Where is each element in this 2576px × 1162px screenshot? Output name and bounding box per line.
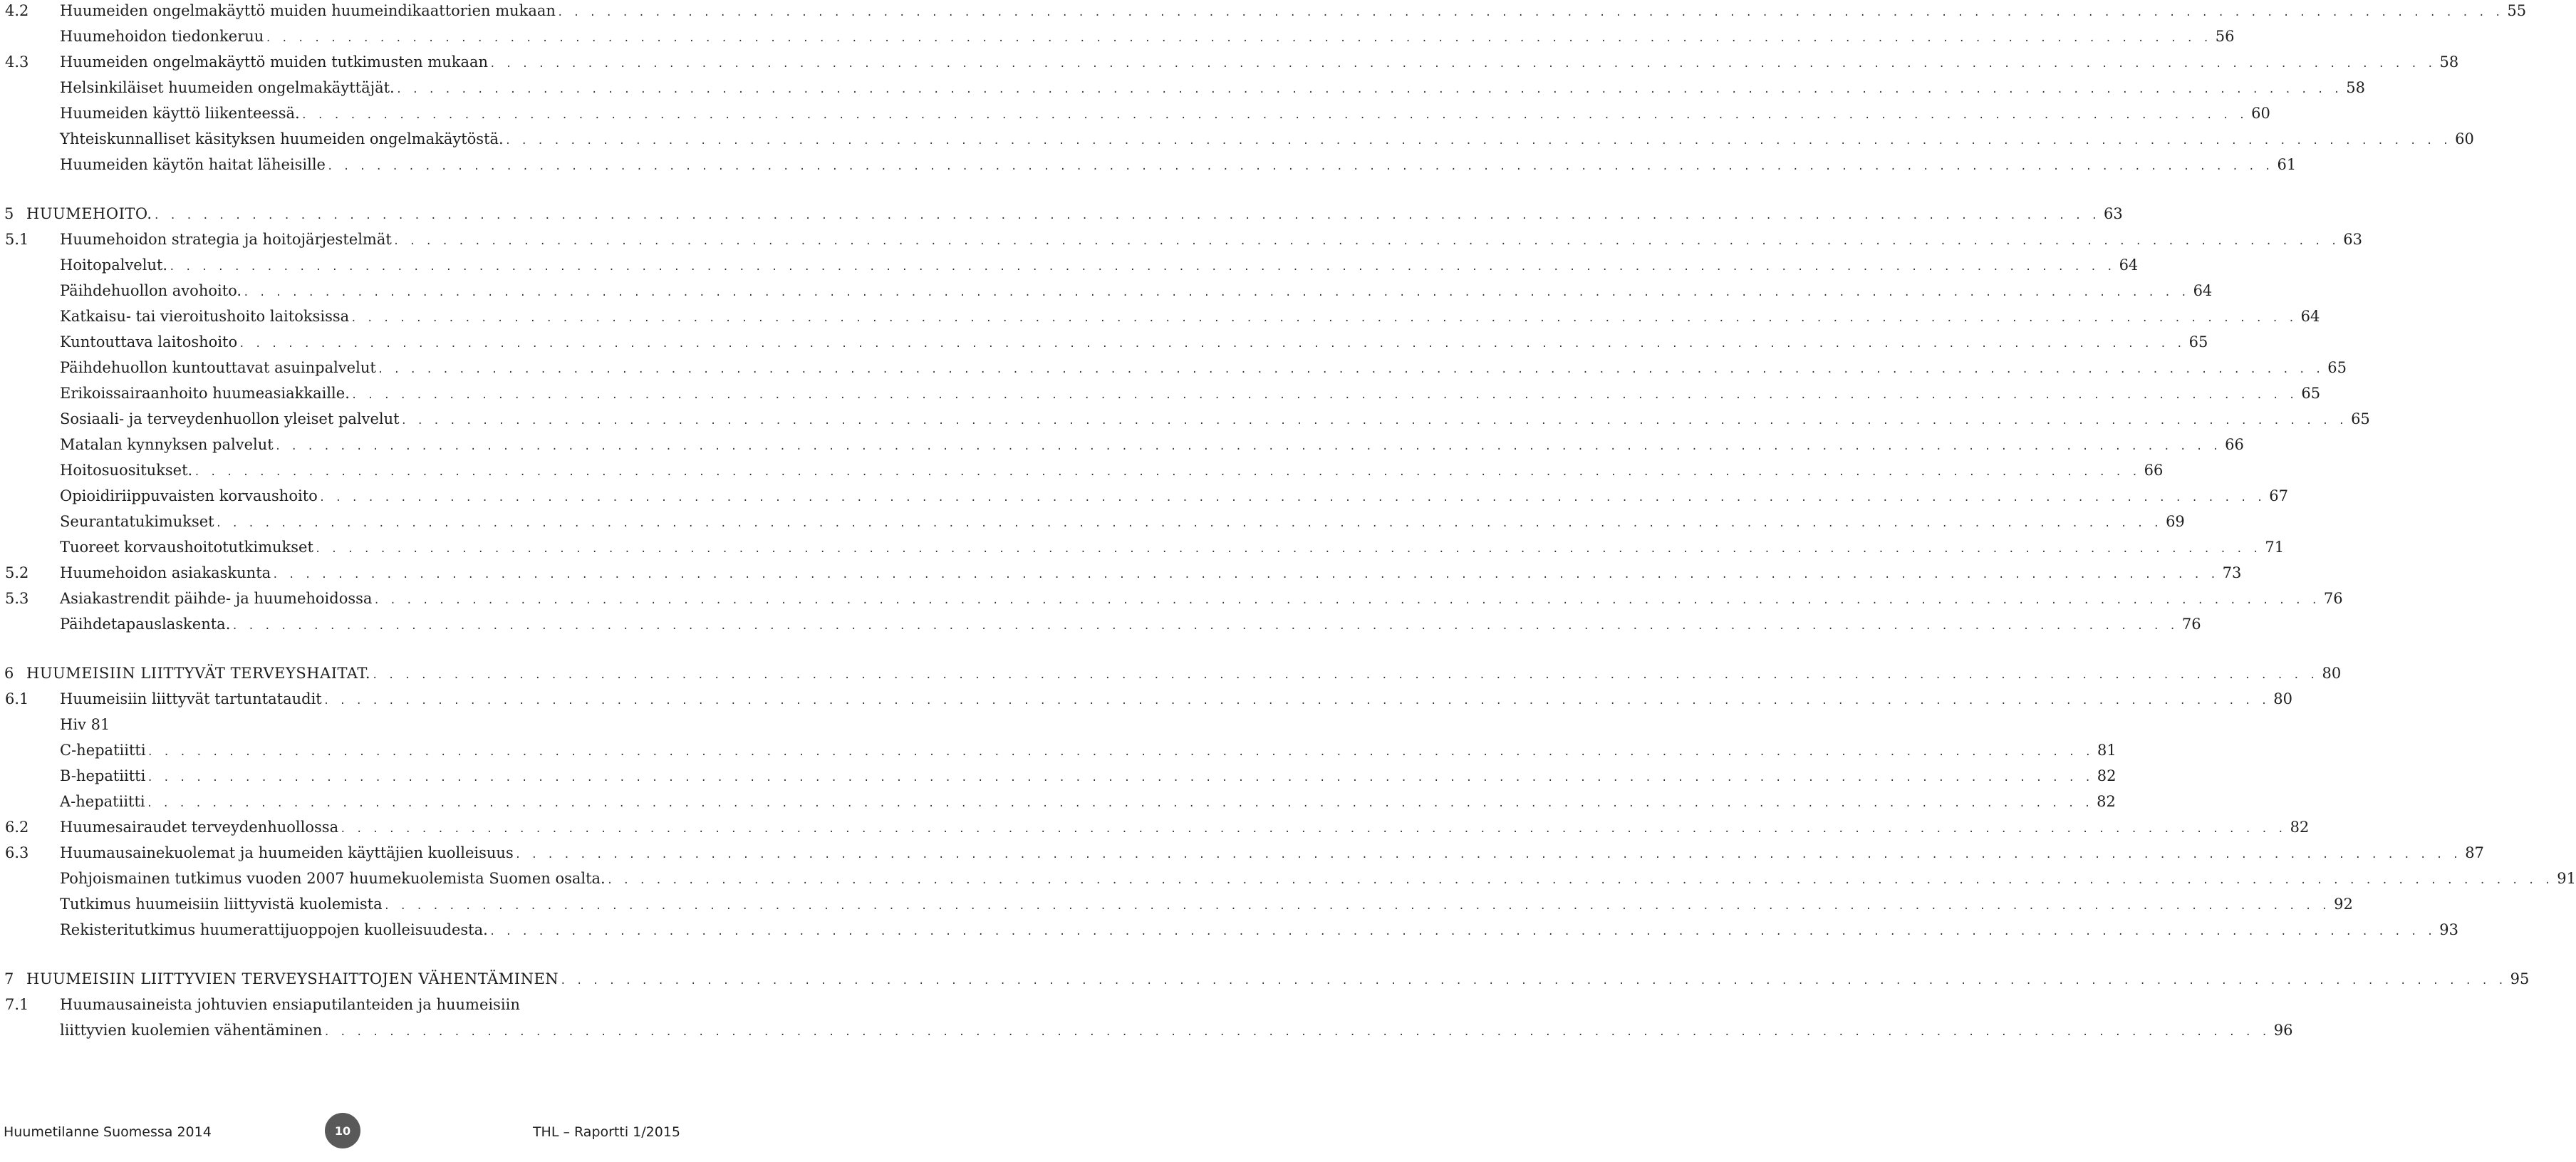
toc-entry-title: Hoitosuositukset. (60, 462, 193, 479)
toc-chapter-entry[interactable] (0, 966, 2530, 992)
dot-leader: . . . . . . . . . . . . . . . . . . . . . . . . . . . . . . . . . . . . . . . . . . . . . . . . . . . . . . . . . . . . . . . . . . . . . . . . . . . . . . . . . . . . . . . . . . . . . . . . . . . . . . . . . . . . . . . . . . . . . . . . (377, 364, 2324, 375)
toc-entry[interactable] (0, 100, 2270, 126)
toc-entry-title: liittyvien kuolemien vähentäminen (60, 1022, 323, 1039)
toc-entry-page: 80 (2322, 665, 2342, 682)
toc-chapter-entry[interactable] (0, 660, 2342, 686)
toc-entry-page: 82 (2290, 819, 2310, 836)
toc-entry-number: 4.2 (5, 2, 29, 19)
dot-leader: . . . . . . . . . . . . . . . . . . . . . . . . . . . . . . . . . . . . . . . . . . . . . . . . . . . . . . . . . . . . . . . . . . . . . . . . . . . . . . . . . . . . . . . . . . . . . . . . . . . . . . . . . . . . . . . . . . . . . . . . (395, 84, 2342, 95)
toc-entry-page: 64 (2119, 256, 2139, 274)
toc-entry-number: 4.3 (5, 53, 29, 71)
toc-entry-page: 55 (2507, 2, 2527, 19)
toc-entry[interactable] (0, 586, 2343, 611)
dot-leader: . . . . . . . . . . . . . . . . . . . . . . . . . . . . . . . . . . . . . . . . . . . . . . . . . . . . . . . . . . . . . . . . . . . . . . . . . . . . . . . . . . . . . . . . . . . . . . . . . . . . . . . . . . . . . . . . . . . . . . . . (239, 338, 2185, 350)
toc-entry[interactable] (0, 763, 2117, 789)
toc-entry[interactable] (0, 329, 2208, 355)
toc-entry-page: 66 (2144, 462, 2164, 479)
page-number-badge: 10 (325, 1113, 360, 1148)
toc-entry-title: Sosiaali- ja terveydenhuollon yleiset palvelut (60, 410, 400, 427)
toc-entry-page: 93 (2439, 921, 2459, 938)
toc-entry[interactable] (0, 227, 2362, 252)
toc-entry-title: Katkaisu- tai vieroitushoito laitoksissa (60, 308, 350, 325)
toc-entry-line (26, 201, 2123, 227)
toc-entry-line (60, 152, 2297, 177)
toc-entry-line (60, 0, 2527, 24)
toc-entry-title: Huumehoidon tiedonkeruu (60, 28, 264, 45)
toc-entry-title: A-hepatiitti (60, 793, 145, 810)
toc-entry-page: 66 (2225, 436, 2244, 453)
toc-entry-line (60, 24, 2235, 49)
toc-entry-page: 63 (2343, 231, 2362, 248)
toc-entry-line (60, 380, 2321, 406)
toc-entry-line (60, 355, 2347, 380)
dot-leader: . . . . . . . . . . . . . . . . . . . . . . . . . . . . . . . . . . . . . . . . . . . . . . . . . . . . . . . . . . . . . . . . . . . . . . . . . . . . . . . . . . . . . . . . . . . . . . . . . . . . . . . . . . . . . . . . . . . . . . . . (194, 467, 2140, 478)
toc-entry-line (60, 686, 2292, 712)
toc-entry-number: 6.2 (5, 819, 29, 836)
toc-entry-page: 81 (2097, 742, 2117, 759)
dot-leader: . . . . . . . . . . . . . . . . . . . . . . . . . . . . . . . . . . . . . . . . . . . . . . . . . . . . . . . . . . . . . . . . . . . . . . . . . . . . . . . . . . . . . . . . . . . . . . . . . . . . . . . . . . . . . . . . . . . . . . . . (265, 33, 2211, 44)
toc-entry-line (60, 866, 2576, 891)
toc-entry-line (60, 611, 2201, 637)
toc-entry-line (60, 891, 2353, 917)
dot-leader: . . . . . . . . . . . . . . . . . . . . . . . . . . . . . . . . . . . . . . . . . . . . . . . . . . . . . . . . . . . . . . . . . . . . . . . . . . . . . . . . . . . . . . . . . . . . . . . . . . . . . . . . . . . . . . . . . . . . . . . . (606, 875, 2553, 886)
dot-leader: . . . . . . . . . . . . . . . . . . . . . . . . . . . . . . . . . . . . . . . . . . . . . . . . . . . . . . . . . . . . . . . . . . . . . . . . . . . . . . . . . . . . . . . . . . . . . . . . . . . . . . . . . . . . . . . . . . . . . . . . (323, 1027, 2270, 1038)
toc-entry-line (60, 737, 2117, 763)
toc-entry-page: 96 (2273, 1022, 2293, 1039)
toc-entry-title: Rekisteritutkimus huumerattijuoppojen kuolleisuudesta. (60, 921, 488, 938)
dot-leader: . . . . . . . . . . . . . . . . . . . . . . . . . . . . . . . . . . . . . . . . . . . . . . . . . . . . . . . . . . . . . . . . . . . . . . . . . . . . . . . . . . . . . . . . . . . . . . . . . . . . . . . . . . . . . . . . . . . . . . . . (400, 415, 2347, 427)
dot-leader: . . . . . . . . . . . . . . . . . . . . . . . . . . . . . . . . . . . . . . . . . . . . . . . . . . . . . . . . . . . . . . . . . . . . . . . . . . . . . . . . . . . . . . . . . . . . . . . . . . . . . . . . . . . . . . . . . . . . . . . . (147, 747, 2094, 758)
toc-entry-page: 87 (2465, 844, 2484, 861)
toc-entry-line (60, 763, 2117, 789)
dot-leader: . . . . . . . . . . . . . . . . . . . . . . . . . . . . . . . . . . . . . . . . . . . . . . . . . . . . . . . . . . . . . . . . . . . . . . . . . . . . . . . . . . . . . . . . . . . . . . . . . . . . . . . . . . . . . . . . . . . . . . . . (215, 518, 2162, 529)
dot-leader: . . . . . . . . . . . . . . . . . . . . . . . . . . . . . . . . . . . . . . . . . . . . . . . . . . . . . . . . . . . . . . . . . . . . . . . . . . . . . . . . . . . . . . . . . . . . . . . . . . . . . . . . . . . . . . . . . . . . . . . . (232, 621, 2178, 632)
toc-entry-title: Päihdehuollon avohoito. (60, 282, 242, 299)
toc-entry[interactable] (0, 891, 2353, 917)
toc-entry[interactable] (0, 252, 2139, 278)
toc-entry[interactable] (0, 560, 2242, 586)
dot-leader: . . . . . . . . . . . . . . . . . . . . . . . . . . . . . . . . . . . . . . . . . . . . . . . . . . . . . . . . . . . . . . . . . . . . . . . . . . . . . . . . . . . . . . . . . . . . . . . . . . . . . . . . . . . . . . . . . . . . . . . . (147, 772, 2093, 784)
toc-entry-line (60, 992, 520, 1017)
toc-entry-number: 6 (4, 665, 14, 682)
toc-entry[interactable] (0, 866, 2576, 891)
toc-entry[interactable] (0, 126, 2474, 152)
toc-entry-line (60, 457, 2164, 483)
toc-entry[interactable] (0, 304, 2320, 329)
toc-entry-line (60, 509, 2185, 534)
toc-entry[interactable] (0, 24, 2235, 49)
toc-entry[interactable] (0, 737, 2117, 763)
dot-leader: . . . . . . . . . . . . . . . . . . . . . . . . . . . . . . . . . . . . . . . . . . . . . . . . . . . . . . . . . . . . . . . . . . . . . . . . . . . . . . . . . . . . . . . . . . . . . . . . . . . . . . . . . . . . . . . . . . . . . . . . (274, 441, 2221, 452)
toc-entry-number: 7.1 (5, 996, 29, 1013)
toc-entry-number: 5 (4, 205, 14, 222)
footer-report-id: THL – Raportti 1/2015 (532, 1124, 680, 1140)
toc-entry-page: 65 (2301, 385, 2321, 402)
section-spacer (0, 943, 684, 966)
footer-publication-title: Huumetilanne Suomessa 2014 (4, 1124, 212, 1140)
toc-entry-line (60, 304, 2320, 329)
toc-entry-page: 58 (2346, 79, 2365, 96)
toc-entry-page: 65 (2351, 410, 2370, 427)
dot-leader: . . . . . . . . . . . . . . . . . . . . . . . . . . . . . . . . . . . . . . . . . . . . . . . . . . . . . . . . . . . . . . . . . . . . . . . . . . . . . . . . . . . . . . . . . . . . . . . . . . . . . . . . . . . . . . . . . . . . . . . . (489, 926, 2436, 938)
toc-entry-title: Päihdehuollon kuntouttavat asuinpalvelut (60, 359, 376, 376)
toc-entry-page: 95 (2510, 970, 2530, 987)
toc-entry[interactable] (0, 917, 2459, 943)
toc-entry-page: 73 (2222, 564, 2242, 581)
toc-entry-title: Seurantatukimukset (60, 513, 214, 530)
toc-entry-title: Huumesairaudet terveydenhuollossa (60, 819, 339, 836)
toc-entry[interactable] (0, 278, 2213, 304)
toc-entry[interactable] (0, 789, 2116, 814)
toc-entry[interactable] (0, 1017, 2293, 1043)
toc-entry[interactable] (0, 380, 2321, 406)
toc-entry-title: Huumeiden ongelmakäyttö muiden huumeindikaattorien mukaan (60, 2, 556, 19)
toc-entry-line (60, 406, 2370, 432)
toc-entry-page: 63 (2104, 205, 2123, 222)
toc-entry-title: Yhteiskunnalliset käsityksen huumeiden ongelmakäytöstä. (60, 130, 504, 147)
toc-entry-title: Huumehoidon asiakaskunta (60, 564, 271, 581)
toc-entry-title: Huumeiden käytön haitat läheisille (60, 156, 326, 173)
toc-entry[interactable] (0, 0, 2527, 24)
toc-entry-title: Asiakastrendit päihde- ja huumehoidossa (60, 590, 373, 607)
toc-entry-page: 82 (2097, 793, 2116, 810)
dot-leader: . . . . . . . . . . . . . . . . . . . . . . . . . . . . . . . . . . . . . . . . . . . . . . . . . . . . . . . . . . . . . . . . . . . . . . . . . . . . . . . . . . . . . . . . . . . . . . . . . . . . . . . . . . . . . . . . . . . . . . . . (504, 135, 2451, 147)
toc-entry-line (60, 840, 2484, 866)
dot-leader: . . . . . . . . . . . . . . . . . . . . . . . . . . . . . . . . . . . . . . . . . . . . . . . . . . . . . . . . . . . . . . . . . . . . . . . . . . . . . . . . . . . . . . . . . . . . . . . . . . . . . . . . . . . . . . . . . . . . . . . . (393, 236, 2339, 247)
toc-entry-title: C-hepatiitti (60, 742, 146, 759)
toc-entry-page: 61 (2277, 156, 2297, 173)
page-footer (0, 1109, 684, 1151)
toc-entry-page: 65 (2327, 359, 2347, 376)
toc-entry-title: B-hepatiitti (60, 767, 146, 784)
toc-entry-title: Hiv 81 (60, 716, 110, 733)
dot-leader: . . . . . . . . . . . . . . . . . . . . . . . . . . . . . . . . . . . . . . . . . . . . . . . . . . . . . . . . . . . . . . . . . . . . . . . . . . . . . . . . . . . . . . . . . . . . . . . . . . . . . . . . . . . . . . . . . . . . . . . . (146, 798, 2093, 809)
toc-chapter-entry[interactable] (0, 201, 2123, 227)
toc-entry-title: Huumeiden ongelmakäyttö muiden tutkimusten mukaan (60, 53, 489, 71)
toc-entry-title: Helsinkiläiset huumeiden ongelmakäyttäjät. (60, 79, 395, 96)
dot-leader: . . . . . . . . . . . . . . . . . . . . . . . . . . . . . . . . . . . . . . . . . . . . . . . . . . . . . . . . . . . . . . . . . . . . . . . . . . . . . . . . . . . . . . . . . . . . . . . . . . . . . . . . . . . . . . . . . . . . . . . . (153, 210, 2100, 222)
dot-leader: . . . . . . . . . . . . . . . . . . . . . . . . . . . . . . . . . . . . . . . . . . . . . . . . . . . . . . . . . . . . . . . . . . . . . . . . . . . . . . . . . . . . . . . . . . . . . . . . . . . . . . . . . . . . . . . . . . . . . . . . (350, 313, 2297, 324)
toc-entry-page: 67 (2269, 487, 2288, 504)
toc-entry-line (60, 560, 2242, 586)
toc-entry-page: 71 (2265, 539, 2285, 556)
toc-entry-number: 5.3 (5, 590, 29, 607)
section-spacer (0, 637, 684, 660)
toc-entry-line (60, 483, 2288, 509)
toc-entry-line (60, 75, 2365, 100)
toc-entry-title: Huumausaineista johtuvien ensiaputilanteiden ja huumeisiin (60, 996, 520, 1013)
toc-entry-page: 91 (2557, 870, 2576, 887)
dot-leader: . . . . . . . . . . . . . . . . . . . . . . . . . . . . . . . . . . . . . . . . . . . . . . . . . . . . . . . . . . . . . . . . . . . . . . . . . . . . . . . . . . . . . . . . . . . . . . . . . . . . . . . . . . . . . . . . . . . . . . . . (373, 595, 2320, 606)
toc-entry-page: 80 (2273, 690, 2292, 707)
toc-entry-line (60, 329, 2208, 355)
dot-leader: . . . . . . . . . . . . . . . . . . . . . . . . . . . . . . . . . . . . . . . . . . . . . . . . . . . . . . . . . . . . . . . . . . . . . . . . . . . . . . . . . . . . . . . . . . . . . . . . . . . . . . . . . . . . . . . . . . . . . . . . (326, 161, 2273, 172)
toc-entry[interactable] (0, 49, 2459, 75)
toc-entry[interactable] (0, 75, 2365, 100)
dot-leader: . . . . . . . . . . . . . . . . . . . . . . . . . . . . . . . . . . . . . . . . . . . . . . . . . . . . . . . . . . . . . . . . . . . . . . . . . . . . . . . . . . . . . . . . . . . . . . . . . . . . . . . . . . . . . . . . . . . . . . . . (169, 261, 2115, 273)
toc-entry[interactable] (0, 712, 684, 737)
dot-leader: . . . . . . . . . . . . . . . . . . . . . . . . . . . . . . . . . . . . . . . . . . . . . . . . . . . . . . . . . . . . . . . . . . . . . . . . . . . . . . . . . . . . . . . . . . . . . . . . . . . . . . . . . . . . . . . . . . . . . . . . (243, 287, 2189, 299)
toc-entry-page: 76 (2181, 616, 2201, 633)
toc-entry-line (60, 814, 2310, 840)
toc-entry[interactable] (0, 534, 2285, 560)
toc-entry-title: HUUMEHOITO. (26, 205, 152, 222)
toc-entry-title: Matalan kynnyksen palvelut (60, 436, 274, 453)
dot-leader: . . . . . . . . . . . . . . . . . . . . . . . . . . . . . . . . . . . . . . . . . . . . . . . . . . . . . . . . . . . . . . . . . . . . . . . . . . . . . . . . . . . . . . . . . . . . . . . . . . . . . . . . . . . . . . . . . . . . . . . . (340, 824, 2286, 835)
toc-entry-page: 65 (2188, 333, 2208, 351)
toc-entry-page: 60 (2455, 130, 2474, 147)
toc-entry-title: Huumeiden käyttö liikenteessä. (60, 105, 300, 122)
dot-leader: . . . . . . . . . . . . . . . . . . . . . . . . . . . . . . . . . . . . . . . . . . . . . . . . . . . . . . . . . . . . . . . . . . . . . . . . . . . . . . . . . . . . . . . . . . . . . . . . . . . . . . . . . . . . . . . . . . . . . . . . (514, 849, 2461, 861)
toc-entry-title: Pohjoismainen tutkimus vuoden 2007 huumekuolemista Suomen osalta. (60, 870, 606, 887)
toc-entry-page: 58 (2439, 53, 2459, 71)
toc-entry-number: 6.1 (5, 690, 29, 707)
toc-entry-page: 60 (2251, 105, 2270, 122)
dot-leader: . . . . . . . . . . . . . . . . . . . . . . . . . . . . . . . . . . . . . . . . . . . . . . . . . . . . . . . . . . . . . . . . . . . . . . . . . . . . . . . . . . . . . . . . . . . . . . . . . . . . . . . . . . . . . . . . . . . . . . . . (350, 390, 2297, 401)
toc-entry[interactable] (0, 509, 2185, 534)
toc-entry[interactable] (0, 483, 2288, 509)
toc-entry-title: Tutkimus huumeisiin liittyvistä kuolemista (60, 896, 383, 913)
toc-entry[interactable] (0, 814, 2310, 840)
toc-entry-title: HUUMEISIIN LIITTYVÄT TERVEYSHAITAT. (26, 665, 370, 682)
toc-entry-page: 82 (2097, 767, 2117, 784)
toc-entry-page: 64 (2300, 308, 2320, 325)
toc-entry[interactable] (0, 152, 2297, 177)
toc-entry-page: 56 (2215, 28, 2235, 45)
toc-entry-page: 92 (2334, 896, 2353, 913)
toc-entry[interactable] (0, 457, 2164, 483)
toc-entry-line (60, 1017, 2293, 1043)
toc-entry-title: Huumausainekuolemat ja huumeiden käyttäjien kuolleisuus (60, 844, 514, 861)
toc-entry-line (60, 586, 2343, 611)
toc-entry-line (60, 100, 2270, 126)
toc-entry-number: 6.3 (5, 844, 29, 861)
toc-entry-page: 64 (2193, 282, 2213, 299)
dot-leader: . . . . . . . . . . . . . . . . . . . . . . . . . . . . . . . . . . . . . . . . . . . . . . . . . . . . . . . . . . . . . . . . . . . . . . . . . . . . . . . . . . . . . . . . . . . . . . . . . . . . . . . . . . . . . . . . . . . . . . . . (314, 544, 2261, 555)
toc-entry-line (60, 49, 2459, 75)
toc-entry-line (60, 252, 2139, 278)
toc-entry-line (26, 966, 2530, 992)
toc-entry-line (26, 660, 2342, 686)
toc-entry-title: Erikoissairaanhoito huumeasiakkaille. (60, 385, 350, 402)
toc-entry[interactable] (0, 611, 2201, 637)
section-spacer (0, 177, 684, 201)
toc-entry-line (60, 432, 2244, 457)
dot-leader: . . . . . . . . . . . . . . . . . . . . . . . . . . . . . . . . . . . . . . . . . . . . . . . . . . . . . . . . . . . . . . . . . . . . . . . . . . . . . . . . . . . . . . . . . . . . . . . . . . . . . . . . . . . . . . . . . . . . . . . . (272, 569, 2218, 581)
toc-entry-line (60, 278, 2213, 304)
toc-entry-title: Huumeisiin liittyvät tartuntataudit (60, 690, 322, 707)
toc-entry[interactable] (0, 406, 2370, 432)
toc-entry[interactable] (0, 686, 2292, 712)
toc-entry-page: 76 (2323, 590, 2343, 607)
dot-leader: . . . . . . . . . . . . . . . . . . . . . . . . . . . . . . . . . . . . . . . . . . . . . . . . . . . . . . . . . . . . . . . . . . . . . . . . . . . . . . . . . . . . . . . . . . . . . . . . . . . . . . . . . . . . . . . . . . . . . . . . (318, 492, 2265, 504)
toc-entry[interactable] (0, 992, 684, 1017)
dot-leader: . . . . . . . . . . . . . . . . . . . . . . . . . . . . . . . . . . . . . . . . . . . . . . . . . . . . . . . . . . . . . . . . . . . . . . . . . . . . . . . . . . . . . . . . . . . . . . . . . . . . . . . . . . . . . . . . . . . . . . . . (372, 670, 2318, 681)
toc-entry-title: Hoitopalvelut. (60, 256, 168, 274)
dot-leader: . . . . . . . . . . . . . . . . . . . . . . . . . . . . . . . . . . . . . . . . . . . . . . . . . . . . . . . . . . . . . . . . . . . . . . . . . . . . . . . . . . . . . . . . . . . . . . . . . . . . . . . . . . . . . . . . . . . . . . . . (560, 975, 2506, 987)
toc-entry-line (60, 917, 2459, 943)
toc-entry[interactable] (0, 355, 2347, 380)
toc-entry-title: Tuoreet korvaushoitotutkimukset (60, 539, 313, 556)
toc-entry-number: 5.1 (5, 231, 29, 248)
toc-entry-line (60, 534, 2285, 560)
toc-entry-number: 5.2 (5, 564, 29, 581)
dot-leader: . . . . . . . . . . . . . . . . . . . . . . . . . . . . . . . . . . . . . . . . . . . . . . . . . . . . . . . . . . . . . . . . . . . . . . . . . . . . . . . . . . . . . . . . . . . . . . . . . . . . . . . . . . . . . . . . . . . . . . . . (301, 110, 2248, 121)
toc-entry[interactable] (0, 840, 2484, 866)
dot-leader: . . . . . . . . . . . . . . . . . . . . . . . . . . . . . . . . . . . . . . . . . . . . . . . . . . . . . . . . . . . . . . . . . . . . . . . . . . . . . . . . . . . . . . . . . . . . . . . . . . . . . . . . . . . . . . . . . . . . . . . . (489, 58, 2436, 70)
toc-entry-title: Päihdetapauslaskenta. (60, 616, 231, 633)
toc-entry-number: 7 (4, 970, 14, 987)
dot-leader: . . . . . . . . . . . . . . . . . . . . . . . . . . . . . . . . . . . . . . . . . . . . . . . . . . . . . . . . . . . . . . . . . . . . . . . . . . . . . . . . . . . . . . . . . . . . . . . . . . . . . . . . . . . . . . . . . . . . . . . . (323, 695, 2270, 707)
toc-entry-line (60, 126, 2474, 152)
toc-entry-title: Opioidiriippuvaisten korvaushoito (60, 487, 318, 504)
dot-leader: . . . . . . . . . . . . . . . . . . . . . . . . . . . . . . . . . . . . . . . . . . . . . . . . . . . . . . . . . . . . . . . . . . . . . . . . . . . . . . . . . . . . . . . . . . . . . . . . . . . . . . . . . . . . . . . . . . . . . . . . (556, 7, 2503, 19)
toc-entry-line (60, 227, 2362, 252)
toc-entry-title: HUUMEISIIN LIITTYVIEN TERVEYSHAITTOJEN VÄHENTÄMINEN (26, 970, 559, 987)
toc-entry-page: 69 (2166, 513, 2185, 530)
toc-entry-title: Huumehoidon strategia ja hoitojärjestelmät (60, 231, 392, 248)
dot-leader: . . . . . . . . . . . . . . . . . . . . . . . . . . . . . . . . . . . . . . . . . . . . . . . . . . . . . . . . . . . . . . . . . . . . . . . . . . . . . . . . . . . . . . . . . . . . . . . . . . . . . . . . . . . . . . . . . . . . . . . . (383, 901, 2330, 912)
toc-entry-line (60, 712, 679, 737)
toc-entry-title: Kuntouttava laitoshoito (60, 333, 238, 351)
toc-entry[interactable] (0, 432, 2244, 457)
toc-entry-line (60, 789, 2116, 814)
